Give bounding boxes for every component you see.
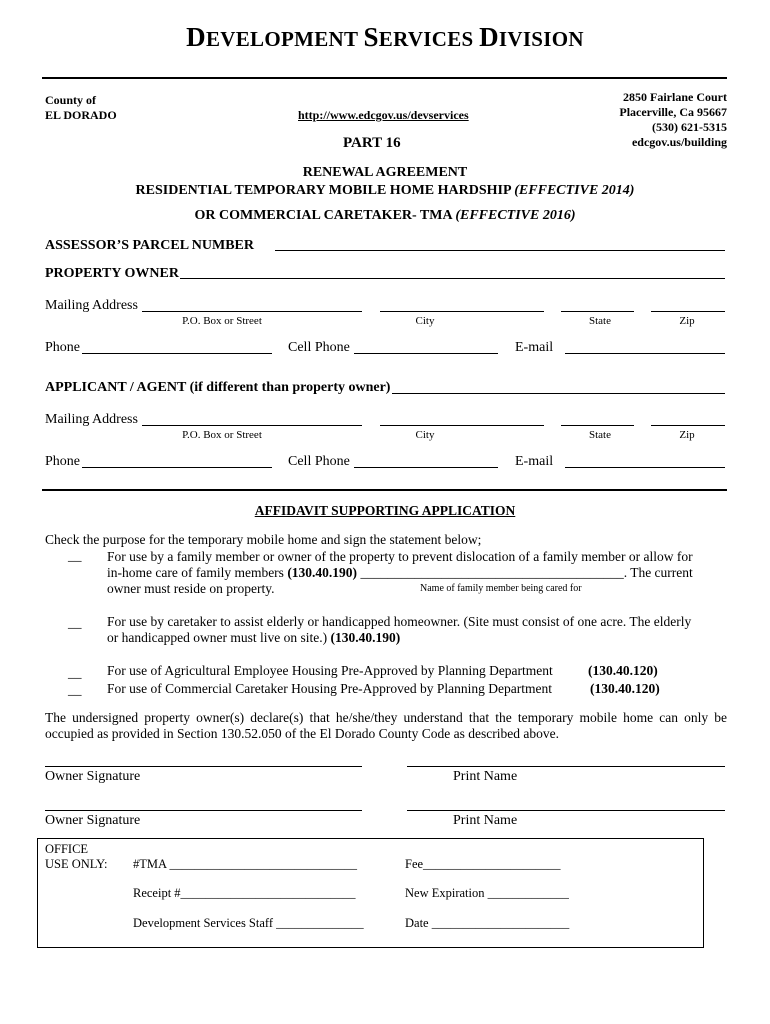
print-name-label-2: Print Name — [453, 813, 518, 828]
option-family-line3: owner must reside on property. — [107, 581, 275, 596]
property-owner-field[interactable] — [180, 278, 725, 279]
applicant-phone-field[interactable] — [82, 467, 272, 468]
part-label: PART 16 — [343, 135, 401, 151]
owner-signature-field-2[interactable] — [45, 810, 362, 811]
owner-signature-field-1[interactable] — [45, 766, 362, 767]
apn-field[interactable] — [275, 250, 725, 251]
owner-cell-label: Cell Phone — [288, 340, 350, 355]
option-agricultural-code: (130.40.120) — [588, 663, 658, 678]
section-divider — [42, 489, 727, 491]
county-label: County of EL DORADO — [45, 93, 117, 122]
affidavit-heading: AFFIDAVIT SUPPORTING APPLICATION — [254, 503, 516, 518]
option-agricultural-text: For use of Agricultural Employee Housing Pre-Approved by Planning Department — [107, 663, 553, 678]
applicant-street-field[interactable] — [142, 425, 362, 426]
owner-phone-label: Phone — [45, 340, 80, 355]
print-name-field-2[interactable] — [407, 810, 725, 811]
owner-state-caption: State — [589, 315, 611, 327]
owner-mailing-label: Mailing Address — [45, 298, 138, 313]
applicant-zip-caption: Zip — [679, 429, 695, 441]
applicant-cell-label: Cell Phone — [288, 454, 350, 469]
owner-zip-field[interactable] — [651, 311, 725, 312]
applicant-city-field[interactable] — [380, 425, 544, 426]
owner-signature-label-2: Owner Signature — [45, 813, 141, 828]
staff-field[interactable]: Development Services Staff ______________ — [133, 916, 364, 930]
header-divider — [42, 77, 727, 79]
option-family-checkbox[interactable]: __ — [68, 548, 82, 563]
applicant-email-field[interactable] — [565, 467, 725, 468]
apn-label: ASSESSOR’S PARCEL NUMBER — [45, 238, 255, 253]
applicant-zip-field[interactable] — [651, 425, 725, 426]
applicant-field[interactable] — [392, 393, 725, 394]
website-link[interactable]: http://www.edcgov.us/devservices — [298, 108, 469, 122]
affidavit-intro: Check the purpose for the temporary mobile home and sign the statement below; — [45, 532, 482, 547]
owner-email-label: E-mail — [515, 340, 554, 355]
option-commercial-checkbox[interactable]: __ — [68, 682, 82, 697]
new-expiration-field[interactable]: New Expiration _____________ — [405, 886, 569, 900]
owner-cell-field[interactable] — [354, 353, 498, 354]
applicant-mailing-label: Mailing Address — [45, 412, 138, 427]
owner-state-field[interactable] — [561, 311, 634, 312]
option-caretaker-checkbox[interactable]: __ — [68, 615, 82, 630]
applicant-phone-label: Phone — [45, 454, 80, 469]
form-title-line1: RENEWAL AGREEMENT — [302, 165, 468, 180]
fee-field[interactable]: Fee______________________ — [405, 857, 561, 871]
applicant-state-field[interactable] — [561, 425, 634, 426]
owner-city-field[interactable] — [380, 311, 544, 312]
property-owner-label: PROPERTY OWNER — [45, 266, 179, 281]
owner-signature-label-1: Owner Signature — [45, 769, 141, 784]
option-caretaker-line1: For use by caretaker to assist elderly or handicapped homeowner. (Site must consist of one acre. The elderly — [107, 614, 692, 629]
office-address: 2850 Fairlane Court Placerville, Ca 95667 (530) 621-5315 edcgov.us/building — [619, 90, 727, 149]
owner-zip-caption: Zip — [679, 315, 695, 327]
declaration-line1: The undersigned property owner(s) declare(s) that he/she/they understand that the temporary mobile home can only be — [45, 710, 727, 725]
declaration-line2: occupied as provided in Section 130.52.050 of the El Dorado County Code as described above. — [45, 726, 560, 741]
print-name-field-1[interactable] — [407, 766, 725, 767]
form-title-line3: OR COMMERCIAL CARETAKER- TMA (EFFECTIVE 2016) — [194, 208, 576, 223]
owner-city-caption: City — [415, 315, 435, 327]
owner-email-field[interactable] — [565, 353, 725, 354]
applicant-cell-field[interactable] — [354, 467, 498, 468]
date-field[interactable]: Date ______________________ — [405, 916, 570, 930]
option-family-line2: in-home care of family members (130.40.190) _______________________________________. The current — [107, 565, 693, 580]
applicant-email-label: E-mail — [515, 454, 554, 469]
owner-street-field[interactable] — [142, 311, 362, 312]
applicant-city-caption: City — [415, 429, 435, 441]
family-member-caption: Name of family member being cared for — [420, 583, 582, 594]
receipt-field[interactable]: Receipt #____________________________ — [133, 886, 356, 900]
option-commercial-code: (130.40.120) — [590, 681, 660, 696]
print-name-label-1: Print Name — [453, 769, 518, 784]
option-family-line1: For use by a family member or owner of the property to prevent dislocation of a family member or allow for — [107, 549, 693, 564]
owner-phone-field[interactable] — [82, 353, 272, 354]
form-title-line2: RESIDENTIAL TEMPORARY MOBILE HOME HARDSHIP (EFFECTIVE 2014) — [135, 183, 635, 198]
tma-field[interactable]: #TMA ______________________________ — [133, 857, 357, 871]
option-commercial-text: For use of Commercial Caretaker Housing Pre-Approved by Planning Department — [107, 681, 553, 696]
owner-street-caption: P.O. Box or Street — [182, 315, 262, 327]
applicant-state-caption: State — [589, 429, 611, 441]
option-agricultural-checkbox[interactable]: __ — [68, 665, 82, 680]
applicant-street-caption: P.O. Box or Street — [182, 429, 262, 441]
option-caretaker-line2: or handicapped owner must live on site.) (130.40.190) — [107, 630, 401, 645]
applicant-label: APPLICANT / AGENT (if different than property owner) — [45, 380, 391, 395]
page-title: DEVELOPMENT SERVICES DIVISION — [186, 22, 584, 52]
office-use-label: OFFICE USE ONLY: — [45, 842, 108, 871]
